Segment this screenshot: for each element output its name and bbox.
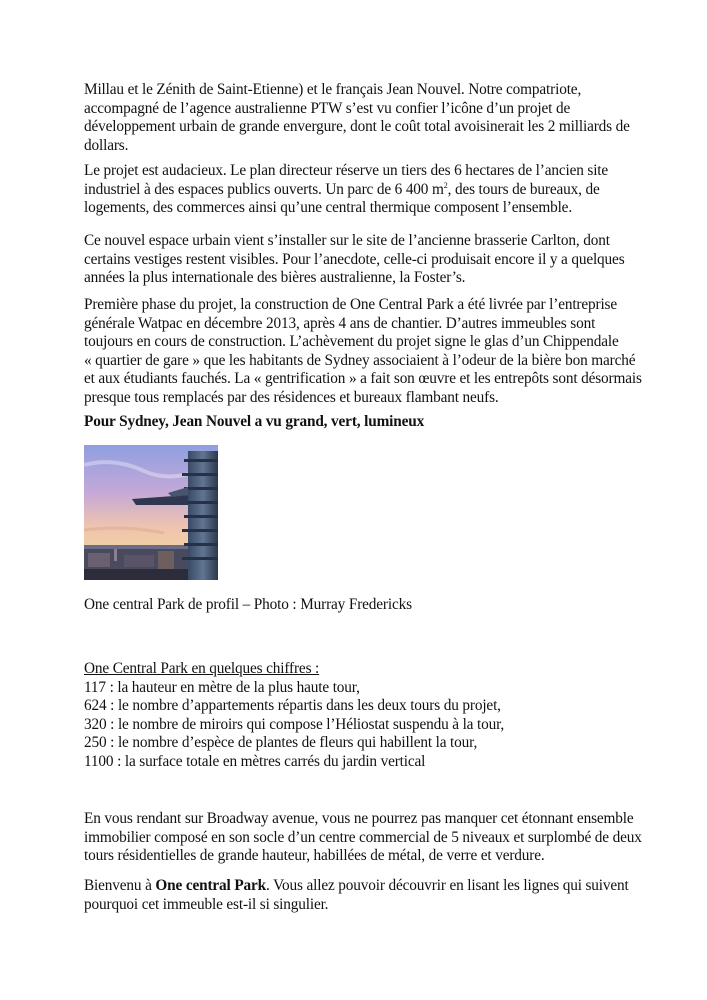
text-segment: industriel à des espaces publics ouverts. Un parc de 6 400 m [84, 180, 444, 198]
text-line: Le projet est audacieux. Le plan directeur réserve un tiers des 6 hectares de l’ancien site [84, 162, 609, 179]
figure-item: 624 : le nombre d’appartements répartis dans les deux tours du projet, [84, 697, 501, 715]
text-line: et aux étudiants fauchés. La « gentrification » a fait son œuvre et les entrepôts sont désormais [84, 370, 642, 388]
text-line: Ce nouvel espace urbain vient s’installer sur le site de l’ancienne brasserie Carlton, dont [84, 232, 610, 249]
photo-caption [84, 596, 644, 615]
paragraph-brewery [84, 232, 644, 288]
text-segment: , des tours de bureaux, de [447, 180, 600, 198]
figure-item: 250 : le nombre d’espèce de plantes de fleurs qui habillent la tour, [84, 734, 478, 752]
text-line: Première phase du projet, la construction de One Central Park a été livrée par l’entreprise [84, 296, 617, 313]
text-line: Millau et le Zénith de Saint-Etienne) et le français Jean Nouvel. Notre compatriote, [84, 81, 582, 98]
key-figures [84, 660, 644, 772]
paragraph-first-phase [84, 296, 644, 408]
text-segment: . Vous allez pouvoir découvrir en lisant les lignes qui suivent [266, 877, 629, 894]
section-heading [84, 413, 644, 432]
building-photo [84, 445, 218, 580]
heading-text: Pour Sydney, Jean Nouvel a vu grand, vert, lumineux [84, 413, 425, 430]
text-line: tours résidentielles de grande hauteur, habillées de métal, de verre et verdure. [84, 847, 545, 865]
text-line: logements, des commerces ainsi qu’une central thermique composent l’ensemble. [84, 199, 572, 217]
text-line: pourquoi cet immeuble est-il si singulier. [84, 895, 329, 913]
text-line [84, 181, 644, 200]
text-line: générale Watpac en décembre 2013, après 4 ans de chantier. D’autres immeubles sont [84, 314, 596, 332]
text-line: presque tous remplacés par des résidences et bureaux flambant neufs. [84, 388, 499, 406]
text-line: « quartier de gare » que les habitants de Sydney associaient à l’odeur de la bière bon marché [84, 351, 636, 369]
text-line: années la plus internationale des bières australienne, la Foster’s. [84, 269, 466, 287]
text-line: dollars. [84, 136, 129, 154]
key-figures-heading-text: One Central Park en quelques chiffres : [84, 660, 320, 677]
text-line: accompagné de l’agence australienne PTW s’est vu confier l’icône d’un projet de [84, 99, 571, 117]
photo-image [84, 445, 218, 580]
text-line: immobilier composé en son socle d’un centre commercial de 5 niveaux et surplombé de deux [84, 828, 642, 846]
paragraph-broadway [84, 810, 644, 866]
superscript: 2 [443, 180, 448, 190]
text-line: En vous rendant sur Broadway avenue, vous ne pourrez pas manquer cet étonnant ensemble [84, 810, 634, 827]
text-line: certains vestiges restent visibles. Pour l’anecdote, celle-ci produisait encore il y a quelques [84, 250, 625, 268]
text-segment: Bienvenu à [84, 877, 156, 894]
text-line: toujours en cours de construction. L’achèvement du projet signe le glas d’un Chippendale [84, 333, 619, 351]
paragraph-welcome [84, 877, 644, 914]
text-line [84, 877, 644, 896]
paragraph-project [84, 162, 644, 218]
bold-name: One central Park [155, 877, 267, 894]
key-figures-heading [84, 660, 644, 679]
text-line: développement urbain de grande envergure, dont le coût total avoisinerait les 2 milliards de [84, 118, 630, 136]
paragraph-intro [84, 81, 644, 155]
caption-text: One central Park de profil – Photo : Murray Fredericks [84, 596, 412, 613]
figure-item: 1100 : la surface totale en mètres carrés du jardin vertical [84, 752, 426, 770]
figure-item: 320 : le nombre de miroirs qui compose l’Héliostat suspendu à la tour, [84, 715, 505, 733]
figure-item: 117 : la hauteur en mètre de la plus haute tour, [84, 678, 360, 696]
